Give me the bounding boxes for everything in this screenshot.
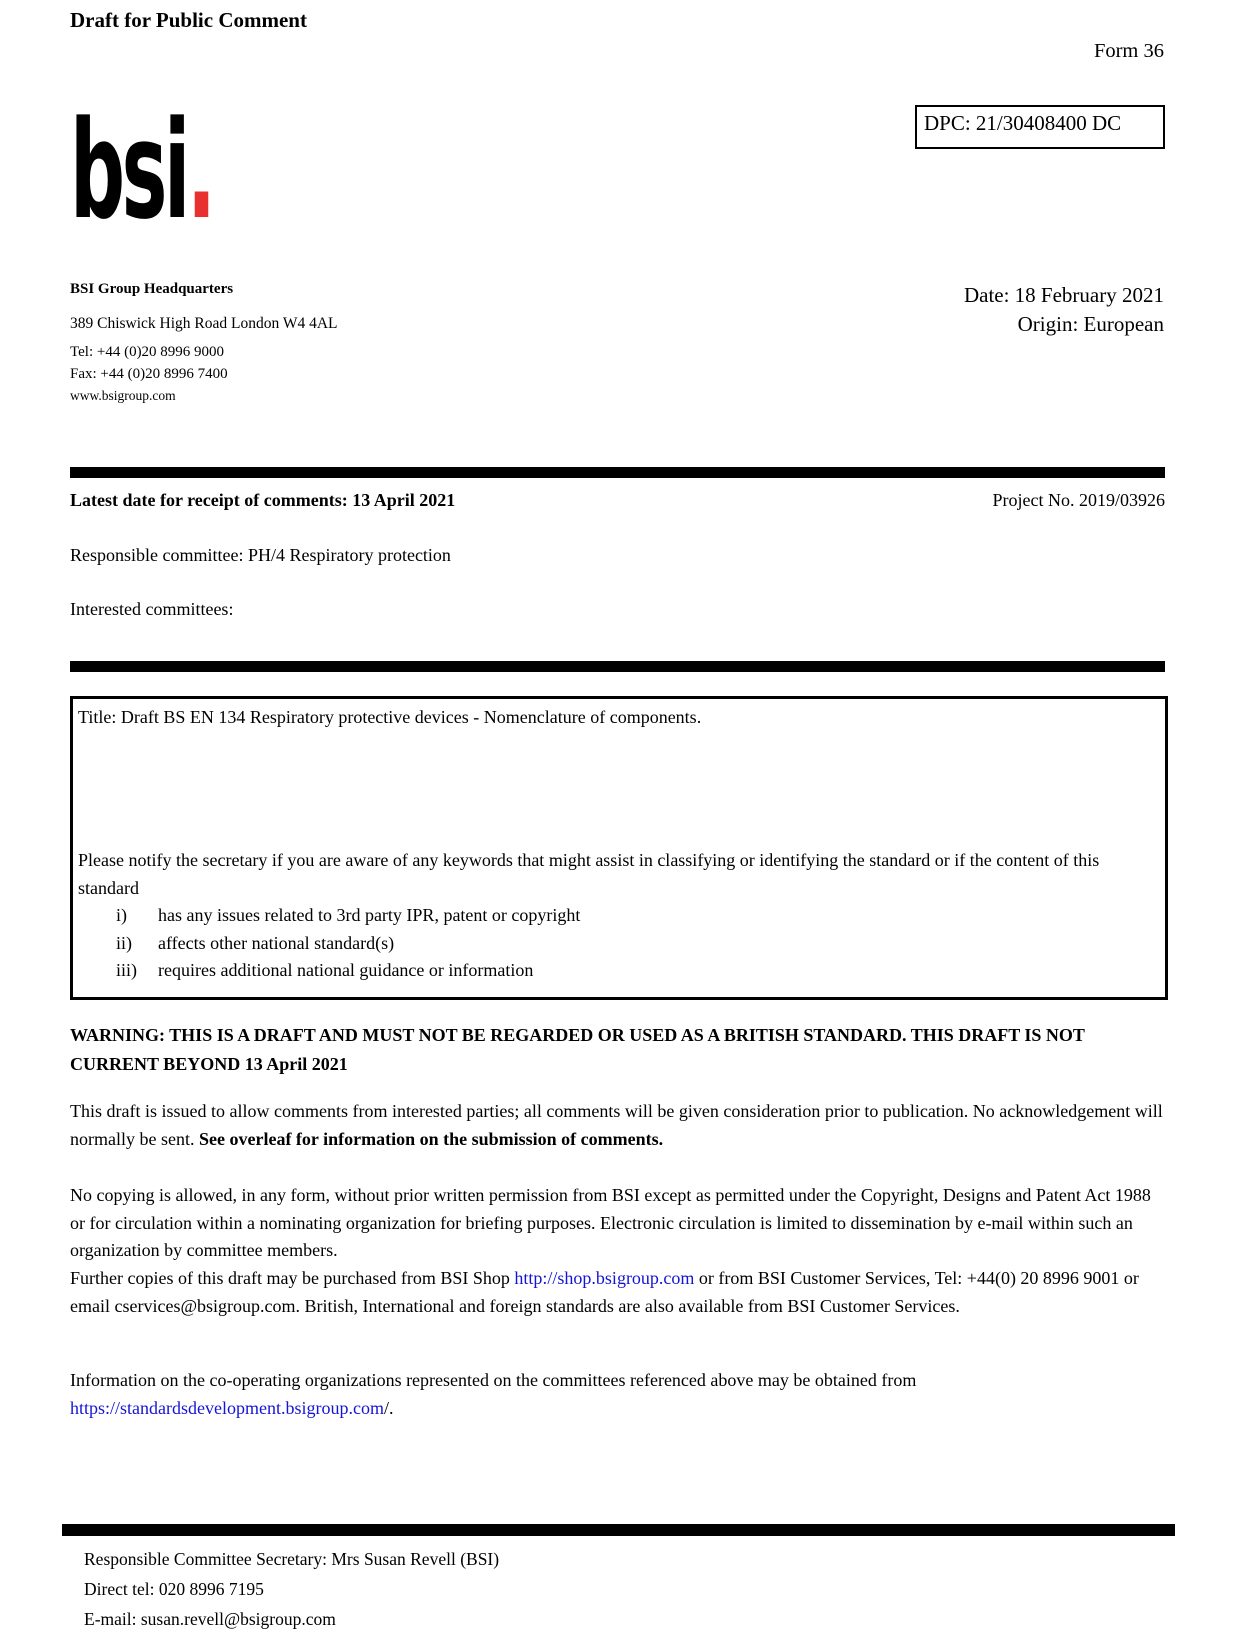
draft-for-public-comment-label: Draft for Public Comment: [70, 8, 307, 32]
standard-title: Title: Draft BS EN 134 Respiratory protective devices - Nomenclature of components.: [78, 707, 702, 727]
bsi-logo-text: bsi: [70, 92, 187, 249]
warning-text: WARNING: THIS IS A DRAFT AND MUST NOT BE REGARDED OR USED AS A BRITISH STANDARD. THIS DRAFT IS NOT CURRENT BEYOND 13 April 2021: [70, 1025, 1085, 1074]
hq-website: www.bsigroup.com: [70, 388, 176, 403]
bsi-shop-link[interactable]: http://shop.bsigroup.com: [514, 1268, 695, 1288]
keyword-item-number: iii): [116, 960, 137, 980]
dpc-number-box: [915, 105, 1165, 149]
hq-address-block: [70, 281, 338, 404]
form-number-label: Form 36: [1093, 40, 1164, 62]
interested-committees: Interested committees:: [70, 599, 234, 619]
see-overleaf-note: See overleaf for information on the submission of comments.: [198, 1128, 664, 1149]
keyword-item: [78, 902, 1151, 930]
keyword-item-number: ii): [116, 932, 132, 953]
responsible-committee: Responsible committee: PH/4 Respiratory protection: [70, 545, 451, 565]
keyword-item: [78, 930, 1151, 958]
secretary-email: E-mail: susan.revell@bsigroup.com: [84, 1609, 336, 1629]
keyword-item-text: requires additional national guidance or information: [158, 960, 534, 980]
secretary-name: Responsible Committee Secretary: Mrs Susan Revell (BSI): [84, 1549, 500, 1569]
divider-rule-top: [70, 467, 1165, 478]
keyword-item-text: has any issues related to 3rd party IPR, patent or copyright: [158, 905, 581, 925]
copying-paragraph: No copying is allowed, in any form, without prior written permission from BSI except as permitted under the Copyright, Designs and Patent Act 1988 or for circulation within a nominating organization for briefing purposes. Electronic circulation is limited to dissemination by e-mail within such an organization by committee members.: [70, 1185, 1151, 1260]
hq-tel: Tel: +44 (0)20 8996 9000: [70, 344, 225, 360]
purchase-text-pre: Further copies of this draft may be purchased from BSI Shop: [70, 1268, 515, 1288]
project-number: Project No. 2019/03926: [992, 490, 1165, 510]
footer-contact-block: [84, 1544, 499, 1634]
purchase-paragraph: [70, 1265, 1166, 1320]
date-origin-block: [964, 281, 1164, 339]
draft-issue-paragraph: [70, 1098, 1166, 1153]
purchase-text-post: or from BSI Customer Services, Tel: +44(0) 20 8996 9001 or email cservices@bsigroup.com. British, International and foreign standards are also available from BSI Customer Services.: [70, 1268, 1139, 1316]
info-paragraph: [70, 1367, 1166, 1422]
latest-comments-date: Latest date for receipt of comments: 13 April 2021: [70, 490, 456, 510]
secretary-tel: Direct tel: 020 8996 7195: [84, 1579, 264, 1599]
title-box: [70, 696, 1168, 1000]
footer-divider: [62, 1524, 1175, 1536]
standards-development-link[interactable]: https://standardsdevelopment.bsigroup.com: [70, 1397, 384, 1418]
origin-value: Origin: European: [1017, 312, 1164, 336]
comments-deadline-row: [70, 490, 1165, 511]
draft-issue-text: This draft is issued to allow comments from interested parties; all comments will be given consideration prior to publication. No acknowledgement will normally be sent.: [70, 1101, 1163, 1149]
dpc-number-value: DPC: 21/30408400 DC: [924, 111, 1122, 135]
date-value: Date: 18 February 2021: [963, 283, 1164, 307]
keyword-item-text: affects other national standard(s): [158, 932, 395, 953]
info-text-post: /.: [383, 1397, 394, 1418]
divider-rule-middle: [70, 661, 1165, 672]
keywords-notice: [78, 847, 1151, 985]
bsi-logo: [70, 92, 320, 249]
keyword-item-number: i): [116, 905, 127, 925]
hq-street: 389 Chiswick High Road London W4 4AL: [70, 315, 338, 332]
hq-title: BSI Group Headquarters: [70, 281, 234, 297]
keyword-item: [78, 957, 1151, 985]
bsi-logo-red-dot: .: [186, 92, 213, 249]
hq-fax: Fax: +44 (0)20 8996 7400: [70, 366, 228, 382]
info-text-pre: Information on the co-operating organizations represented on the committees referenced above may be obtained from: [70, 1370, 917, 1390]
keywords-notice-text: Please notify the secretary if you are aware of any keywords that might assist in classifying or identifying the standard or if the content of this standard: [78, 850, 1100, 898]
